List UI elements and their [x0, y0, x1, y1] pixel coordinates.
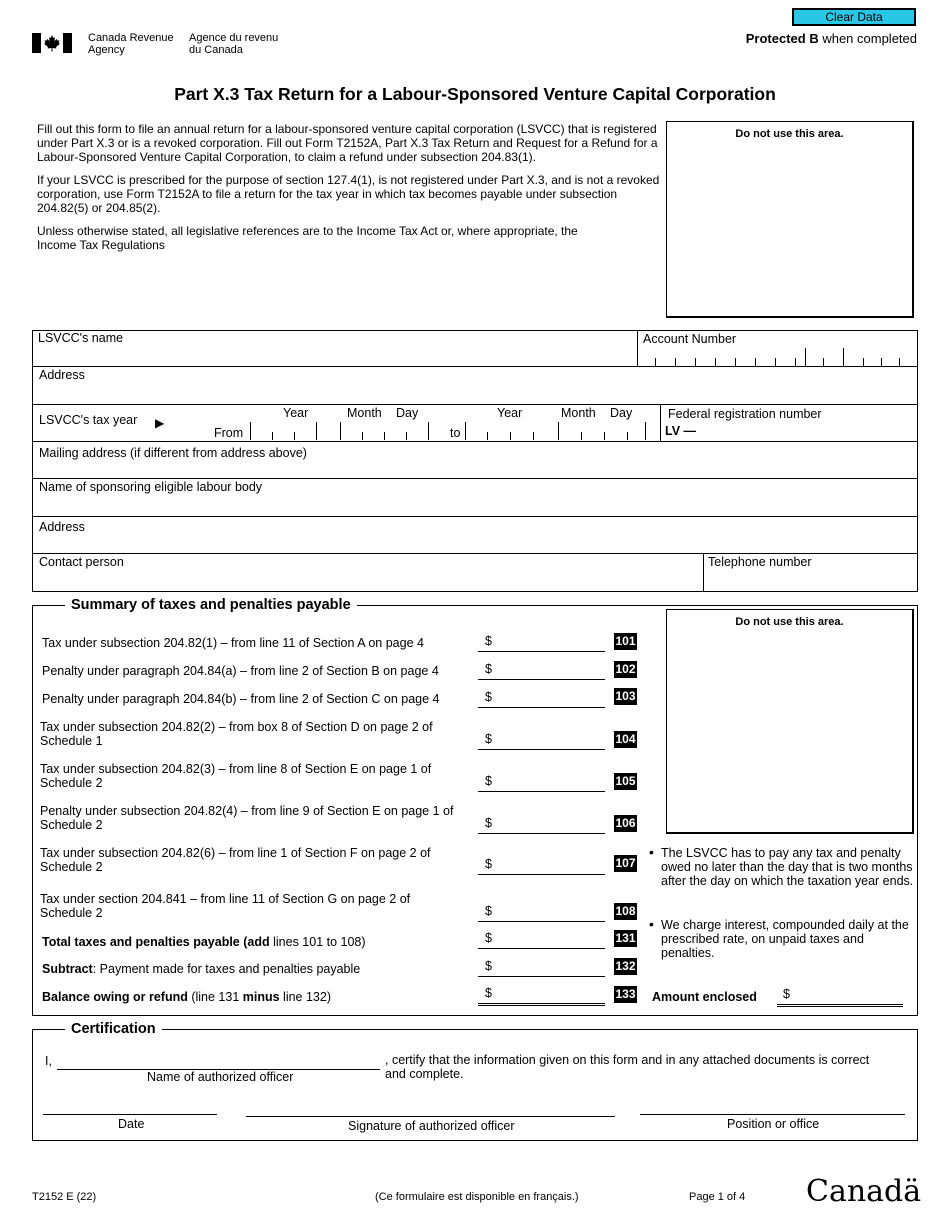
dollar-sign: $ [485, 774, 492, 788]
line-102-amount[interactable] [478, 662, 605, 680]
canada-flag-icon [32, 33, 72, 53]
to-day-label: Day [610, 406, 633, 420]
dollar-sign: $ [783, 987, 790, 1001]
summary-line-text: Tax under subsection 204.82(2) – from box 8 of Section D on page 2 of Schedule 1 [40, 720, 433, 748]
agency-fr-line2: du Canada [189, 44, 243, 56]
subtract-bold: Subtract [42, 962, 93, 976]
line-code-108: 108 [615, 904, 636, 918]
federal-registration-label: Federal registration number [668, 407, 822, 421]
subtract-line-text [42, 962, 360, 976]
date-caption: Date [118, 1117, 145, 1131]
to-year-label: Year [497, 406, 523, 420]
lv-prefix: LV — [665, 424, 697, 438]
balance-rest-2: line 132) [279, 990, 332, 1004]
summary-line-text: Penalty under paragraph 204.84(b) – from line 2 of Section C on page 4 [42, 692, 440, 706]
subtract-rest: : Payment made for taxes and penalties payable [92, 962, 361, 976]
balance-rest-1: (line 131 [187, 990, 243, 1004]
line-code-105: 105 [615, 774, 636, 788]
interest-note [649, 916, 915, 960]
dollar-sign: $ [485, 634, 492, 648]
sponsor-label: Name of sponsoring eligible labour body [39, 480, 263, 494]
summary-line-text: Penalty under paragraph 204.84(a) – from line 2 of Section B on page 4 [42, 664, 439, 678]
contact-person-field[interactable] [38, 570, 698, 589]
form-identifier: T2152 E (22) [32, 1191, 97, 1203]
line-code-104: 104 [615, 732, 636, 746]
balance-line-text [42, 990, 331, 1004]
line-131-amount[interactable] [478, 931, 605, 949]
agency-en-line1: Canada Revenue [88, 32, 174, 44]
line-code-103: 103 [615, 689, 636, 703]
protected-b-bold: Protected B [745, 31, 819, 46]
line-107-amount[interactable] [478, 857, 605, 875]
line-133-amount[interactable] [478, 986, 605, 1006]
canada-wordmark-logo: Canadä [806, 1174, 922, 1209]
line-103-amount[interactable] [478, 690, 605, 708]
summary-line-text: Tax under subsection 204.82(3) – from line 8 of Section E on page 1 of Schedule 2 [40, 762, 432, 790]
from-date-field[interactable] [250, 422, 430, 440]
bullet: • [649, 844, 654, 860]
amount-enclosed-label: Amount enclosed [652, 990, 757, 1004]
line-code-132: 132 [615, 959, 636, 973]
dollar-sign: $ [485, 690, 492, 704]
total-add: add [247, 935, 270, 949]
from-day-label: Day [396, 406, 419, 420]
line-code-102: 102 [615, 662, 636, 676]
dollar-sign: $ [485, 732, 492, 746]
line-code-106: 106 [615, 816, 636, 830]
position-field[interactable] [640, 1097, 905, 1115]
certify-text: , certify that the information given on this form and in any attached documents is correct and complete. [385, 1053, 870, 1081]
protected-b-label [746, 31, 917, 46]
page-title: Part X.3 Tax Return for a Labour-Sponsored Venture Capital Corporation [174, 84, 776, 104]
french-availability-note: (Ce formulaire est disponible en français.) [375, 1191, 579, 1203]
address-label: Address [39, 368, 85, 382]
summary-line-text: Tax under subsection 204.82(1) – from line 11 of Section A on page 4 [42, 636, 424, 650]
mailing-address-label: Mailing address (if different from address above) [39, 446, 307, 460]
summary-line-text: Tax under section 204.841 – from line 11 of Section G on page 2 of Schedule 2 [40, 892, 411, 920]
line-code-101: 101 [615, 634, 636, 648]
summary-line-text: Tax under subsection 204.82(6) – from line 1 of Section F on page 2 of Schedule 2 [40, 846, 431, 874]
agency-en-line2: Agency [88, 44, 125, 56]
intro-paragraph-1: Fill out this form to file an annual return for a labour-sponsored venture capital corporation (LSVCC) that is registered under Part X.3 or is a revoked corporation. Fill out Form T2152A, Part X.3 Tax Return and Request for a Refund for a Labour-Sponsored Venture Capital Corporation, to claim a refund under subsection 204.83(1). [37, 122, 658, 164]
line-108-amount[interactable] [478, 904, 605, 922]
account-number-label: Account Number [643, 332, 737, 346]
to-label: to [450, 426, 461, 440]
line-101-amount[interactable] [478, 634, 605, 652]
line-code-107: 107 [615, 856, 636, 870]
telephone-field[interactable] [708, 570, 913, 589]
intro-paragraph-3: Unless otherwise stated, all legislative references are to the Income Tax Act or, where appropriate, the Income Tax Regulations [37, 224, 578, 252]
officer-name-field[interactable] [57, 1052, 380, 1070]
intro-paragraph-2: If your LSVCC is prescribed for the purpose of section 127.4(1), is not registered under Part X.3, and is not a revoked corporation, use Form T2152A to file a return for the tax year in which tax becomes payable under subsection 204.82(5) or 204.85(2). [37, 173, 660, 215]
date-field[interactable] [43, 1097, 217, 1115]
address-field[interactable] [38, 383, 913, 402]
account-number-field[interactable] [645, 348, 915, 366]
dollar-sign: $ [485, 959, 492, 973]
balance-minus: minus [242, 990, 280, 1004]
contact-person-label: Contact person [39, 555, 124, 569]
lsvcc-name-field[interactable] [38, 346, 633, 364]
line-106-amount[interactable] [478, 816, 605, 834]
bullet: • [649, 916, 654, 932]
office-use-box-top [666, 121, 914, 318]
agency-name-french [189, 32, 278, 56]
to-date-field[interactable] [465, 422, 650, 440]
signature-field[interactable] [246, 1099, 615, 1117]
total-mid: ( [239, 935, 248, 949]
agency-name-english [88, 32, 174, 56]
sponsor-address-field[interactable] [38, 534, 913, 551]
office-use-label-summary: Do not use this area. [735, 616, 844, 628]
signature-caption: Signature of authorized officer [348, 1119, 515, 1133]
protected-b-rest: when completed [818, 31, 917, 46]
from-label: From [214, 426, 244, 440]
tax-year-label: LSVCC's tax year [39, 413, 138, 427]
sponsor-address-label: Address [39, 520, 85, 534]
balance-bold: Balance owing or refund [42, 990, 188, 1004]
agency-fr-line1: Agence du revenu [189, 32, 279, 44]
intro-text [37, 122, 662, 261]
line-132-amount[interactable] [478, 959, 605, 977]
cert-i-label: I, [45, 1054, 52, 1068]
arrow-right-icon: ▶ [155, 416, 165, 430]
payment-deadline-note [649, 844, 915, 888]
dollar-sign: $ [485, 662, 492, 676]
line-code-133: 133 [615, 987, 636, 1001]
line-104-amount[interactable] [478, 732, 605, 750]
total-bold: Total taxes and penalties payable [42, 935, 240, 949]
summary-line-text: Penalty under subsection 204.82(4) – from line 9 of Section E on page 1 of Schedule 2 [40, 804, 454, 832]
position-caption: Position or office [727, 1117, 820, 1131]
dollar-sign: $ [485, 904, 492, 918]
line-code-131: 131 [615, 931, 636, 945]
lsvcc-name-label: LSVCC's name [38, 331, 124, 345]
sponsor-field[interactable] [38, 495, 913, 514]
certification-title: Certification [65, 1021, 162, 1037]
page-number: Page 1 of 4 [689, 1191, 746, 1203]
amount-enclosed-field[interactable] [777, 987, 903, 1007]
payment-deadline-text: The LSVCC has to pay any tax and penalty owed no later than the day that is two months after the day on which the taxation year ends. [661, 846, 914, 888]
officer-name-caption: Name of authorized officer [147, 1070, 294, 1084]
from-year-label: Year [283, 406, 309, 420]
total-rest: lines 101 to 108) [269, 935, 366, 949]
telephone-label: Telephone number [708, 555, 812, 569]
interest-text: We charge interest, compounded daily at the prescribed rate, on unpaid taxes and penalties. [661, 918, 909, 960]
dollar-sign: $ [485, 986, 492, 1000]
mailing-address-field[interactable] [38, 460, 913, 477]
office-use-box-summary [666, 609, 914, 834]
federal-registration-field[interactable] [700, 422, 912, 439]
dollar-sign: $ [485, 816, 492, 830]
clear-data-button[interactable]: Clear Data [792, 8, 916, 26]
to-month-label: Month [561, 406, 596, 420]
total-line-text [42, 935, 366, 949]
office-use-label: Do not use this area. [735, 128, 844, 140]
from-month-label: Month [347, 406, 382, 420]
dollar-sign: $ [485, 931, 492, 945]
line-105-amount[interactable] [478, 774, 605, 792]
summary-title: Summary of taxes and penalties payable [65, 597, 357, 613]
dollar-sign: $ [485, 857, 492, 871]
